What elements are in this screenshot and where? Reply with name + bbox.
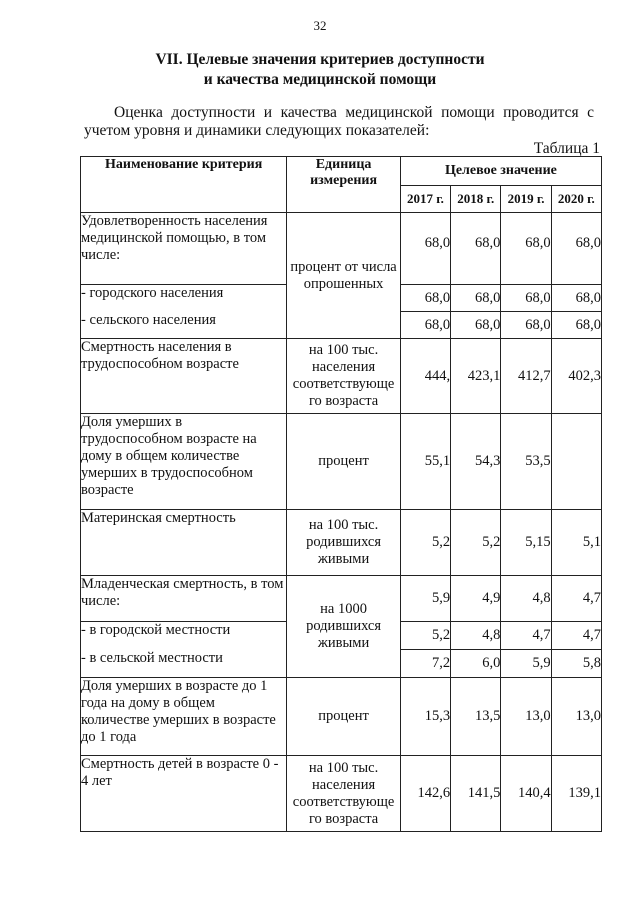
value-cell: 7,2	[400, 650, 450, 678]
value-cell: 412,7	[501, 339, 551, 414]
value-cell: 4,7	[501, 622, 551, 650]
section-heading-line-1: VII. Целевые значения критериев доступности	[155, 51, 485, 68]
table-header-row	[81, 157, 602, 186]
criterion-name: Доля умерших в трудоспособном возрасте на дому в общем количестве умерших в трудоспособном возрасте	[81, 414, 287, 510]
criterion-name: Смертность детей в возрасте 0 - 4 лет	[81, 756, 287, 832]
header-year: 2019 г.	[501, 186, 551, 213]
criterion-name: Младенческая смертность, в том числе:	[81, 576, 287, 622]
header-target-value: Целевое значение	[400, 157, 601, 186]
value-cell: 141,5	[451, 756, 501, 832]
header-criterion-name: Наименование критерия	[81, 157, 287, 213]
value-cell: 68,0	[551, 285, 601, 312]
value-cell: 68,0	[551, 213, 601, 285]
value-cell: 68,0	[451, 213, 501, 285]
section-heading-line-2: и качества медицинской помощи	[203, 71, 437, 88]
criterion-subitem-name: - сельского населения	[81, 312, 287, 339]
value-cell: 5,2	[400, 510, 450, 576]
value-cell: 142,6	[400, 756, 450, 832]
table-row	[81, 678, 602, 756]
criterion-unit: процент от числа опрошенных	[287, 213, 401, 339]
value-cell: 4,7	[551, 576, 601, 622]
table-caption: Таблица 1	[533, 140, 600, 157]
value-cell: 54,3	[451, 414, 501, 510]
page-number: 32	[313, 18, 327, 33]
criterion-name: Доля умерших в возрасте до 1 года на дому в общем количестве умерших в возрасте до 1 года	[81, 678, 287, 756]
value-cell: 68,0	[451, 312, 501, 339]
value-cell: 68,0	[501, 285, 551, 312]
value-cell: 68,0	[551, 312, 601, 339]
value-cell: 53,5	[501, 414, 551, 510]
section-heading	[0, 50, 640, 90]
table-row	[81, 414, 602, 510]
header-year: 2020 г.	[551, 186, 601, 213]
value-cell	[551, 414, 601, 510]
value-cell: 15,3	[400, 678, 450, 756]
value-cell: 13,0	[501, 678, 551, 756]
table-row	[81, 213, 602, 285]
value-cell: 68,0	[501, 213, 551, 285]
criterion-name: Материнская смертность	[81, 510, 287, 576]
criterion-name: Удовлетворенность населения медицинской помощью, в том числе:	[81, 213, 287, 285]
value-cell: 5,8	[551, 650, 601, 678]
header-year: 2017 г.	[400, 186, 450, 213]
value-cell: 5,15	[501, 510, 551, 576]
value-cell: 6,0	[451, 650, 501, 678]
value-cell: 140,4	[501, 756, 551, 832]
value-cell: 55,1	[400, 414, 450, 510]
value-cell: 5,9	[501, 650, 551, 678]
value-cell: 13,5	[451, 678, 501, 756]
value-cell: 4,7	[551, 622, 601, 650]
criterion-unit: на 100 тыс. населения соответствующе го возраста	[287, 339, 401, 414]
value-cell: 68,0	[400, 285, 450, 312]
value-cell: 4,8	[451, 622, 501, 650]
value-cell: 5,2	[400, 622, 450, 650]
criterion-subitem-name: - городского населения	[81, 285, 287, 312]
header-year: 2018 г.	[451, 186, 501, 213]
criterion-unit: на 100 тыс. населения соответствующе го возраста	[287, 756, 401, 832]
header-unit: Единица измерения	[287, 157, 401, 213]
value-cell: 139,1	[551, 756, 601, 832]
value-cell: 5,2	[451, 510, 501, 576]
criteria-table	[80, 156, 602, 832]
value-cell: 68,0	[400, 213, 450, 285]
intro-paragraph: Оценка доступности и качества медицинской помощи проводится с учетом уровня и динамики следующих показателей:	[84, 104, 594, 139]
value-cell: 402,3	[551, 339, 601, 414]
value-cell: 444,	[400, 339, 450, 414]
value-cell: 5,1	[551, 510, 601, 576]
criterion-unit: процент	[287, 678, 401, 756]
value-cell: 68,0	[451, 285, 501, 312]
value-cell: 423,1	[451, 339, 501, 414]
value-cell: 4,8	[501, 576, 551, 622]
criterion-subitem-name: - в городской местности	[81, 622, 287, 650]
criterion-unit: на 100 тыс. родившихся живыми	[287, 510, 401, 576]
table-row	[81, 510, 602, 576]
value-cell: 5,9	[400, 576, 450, 622]
table-row	[81, 756, 602, 832]
criterion-unit: процент	[287, 414, 401, 510]
table-row	[81, 576, 602, 622]
value-cell: 4,9	[451, 576, 501, 622]
criterion-name: Смертность населения в трудоспособном возрасте	[81, 339, 287, 414]
criterion-subitem-name: - в сельской местности	[81, 650, 287, 678]
value-cell: 68,0	[400, 312, 450, 339]
table-row	[81, 339, 602, 414]
criterion-unit: на 1000 родившихся живыми	[287, 576, 401, 678]
value-cell: 13,0	[551, 678, 601, 756]
value-cell: 68,0	[501, 312, 551, 339]
